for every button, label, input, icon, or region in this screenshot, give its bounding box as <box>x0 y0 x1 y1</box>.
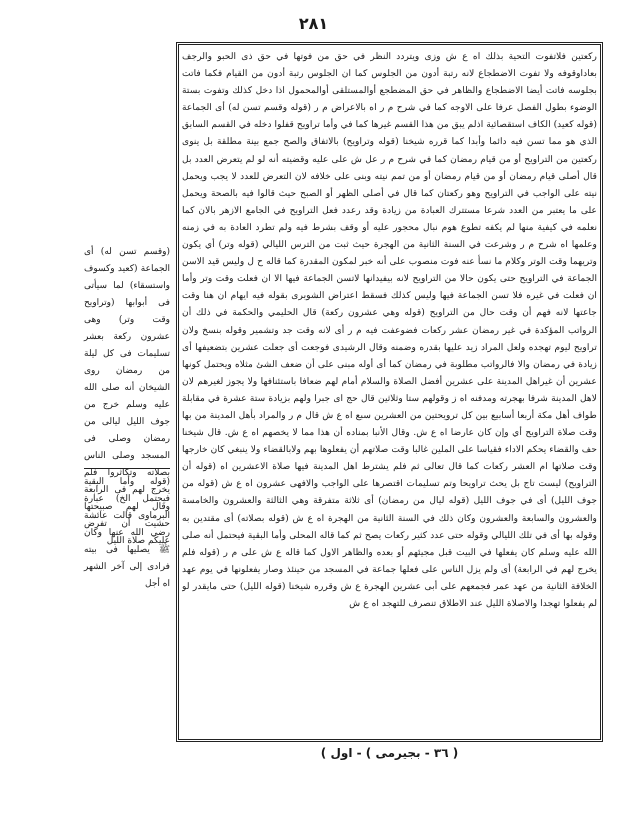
margin-divider <box>84 468 170 469</box>
main-text-block <box>182 48 597 736</box>
main-text: ركعتين فلاتفوت التحية بذلك اه ع ش وزى ويتردد النظر في حق من فوتها في حق ذى الحبو والرجف بعاداوقوفه ولا تفوت الاضطجاع لانه رتبة أدون من الجلوس كما ان الجلوس رتبة أدون من القيام فكما فاتت بجلوسه فاتت أيضا الاضطجاع والظاهر في حق المضطجع أوالمستلقى أوالمحمول اذا دخل كذلك وتفوت بستة الوضوء بطول الفصل عرفا على الاوجه كما في شرح م ر اه بالاعراض م ر (قوله وقسم تسن له) أى الجماعة (قوله كعيد) الكاف استقصائية اذلم يبق من هذا القسم غيرها كما في وأما تراويح قفلوا دخله في القسم السابق الذي هو مما تسن فيه دائما وأبدا كما قرره شيخنا (قوله وتراويح) بالاتفاق والصح جمع بينة مطلقة بل ينوى ركعتين من التراويح أو من قيام رمضان كما في شرح م ر عل ش على عليه وقضيته أنه لو لم يتعرض العدد بل قال أصلى قيام رمضان أو من قيام رمضان أو من تمم نيته وبنى على خلافه لان التعرض للعدد لا يجب ويحمل نيته على الواجب في التراويح وهو ركعتان كما قال في أصلى الظهر أو الصبح حيث قالوا فيه بالصحة ويحمل على ما يعتبر من العدد شرعا مستترك العبادة من زيادة وقد رعدد فعل التراويح في الجامع الازهر بالان كما نعلمه في كيفية منها لم يكفه تطوع هوم نبال محجور عليه أو وقف بشرط فيه ولم تطرد العادة به في زمنه وعلمها اه شرح م ر وشرعت في السنة الثانية من الهجرة حيث ثبت من الترس الليالي (قوله وتر) أي يكون وتريهما وقت الوتر وكلام ما نسأ عنه فوت منصوب على أنه خبر لمكون المقدرة كما قاله ح ل وليس قيد الاسن الجماعة في التراويح حتى يكون حالا من التراويح لانه بيفيدانها لاتسن الجماعة فيها الا ان فعلت وقت وتر وأما ان فعلت في غيره فلا تسن الجماعة فيها وليس كذلك فسقط اعتراض الشوبرى بقوله فيه ايهام ان هنا وقت جاعتها لانه فهم أن وقت حال من التراويح (قوله وهي عشرون ركعة) قال الحليمي والحكمة في ذلك أن الرواتب المؤكدة في غير رمضان عشر ركعات فضوعفت فيه م ر أى لانه وقت جد وتشمير وقوله بنسخ ولان تراويح ليوم تهجده ولعل المراد زيد عليها بقدره وضمنه وقال الرشيدى فوجعت أى جعلت عشرين بتضعيفها أى زيادة في رمضان والا فالرواتب مطلوبة في رمضان كما أى أوله مبنى على أن ضعف الشئ مثلاه ويحتمل كونها عشرين أن غيراهل المدينة على عشرين أفضل الصلاة والسلام أمام لهم ضعافا باستئنافها ولا يجوز لغيرهم لان لاهل المدينة شرفا بهجرته ومدفنه اه ز وقولهم ستا وثلاثين قال حج اى جبرا ولهم بزيادة ستة عشرة في مقابلة طواف أهل مكة أربعا أسابيع بين كل ترويحتين من العشرين سبع اه ع ش قال م ر والمراد بأهل المدينة من بها وقت صلاة التراويح أي وإن كان عارضا اه ع ش. وقال الأنبا بمناده أن هذا مما لا يخصهم اه ع ش. قال شيخنا حف والقضاء يحكم الاداء فقياسا على الملين غالبا وقت صلاتهم أن يفعلوها بهم ولابالقضاء ولا ينبغي كان خارجها وقت صلاتها ام العشر ركعات كما قال تعالى ثم فلم يشترط اهل المدينة فيها صلاة الاعشرين اه (قوله أن التراويح) ليست تاج بل يحث تراويحا وتم تسليمات اقتصرها على الواجب والافهى عشرون اه ع ش (قوله من جوف الليل) أى في جوف الليل (قوله ليال من رمضان) أى ثلاثة متفرقة وهي الثالثة والعشرون والخامسة والعشرون والسابعة والعشرون وكان ذلك في السنة الثانية من الهجرة اه ع ش (قوله بصلاته) أى مقتدين به وقوله بها أى في تلك الليالي وقوله حتى عدد كثير ركعات يصح ثم كما قاله المحلى وأما البقية فيحتمل أنه صلى الله عليه وسلم كان يفعلها في البيت قبل مجيئهم أو بعده والظاهر الاول كما قاله ع ش على م ر (قوله فلم يخرج لهم في الرابعة) أى ولم يزل الناس على فعلها جماعة في المسجد من حينئذ وصار يفعلونها في يوم عهد الخلافة الثانية من عهد عمر فجمعهم على أبى عشرين الهجرة ع ش وقرره شيخنا (قوله الليل) حتى مايقدر لو لم يفعلوا تهجدا والاصلاة الليل عند الاطلاق تنصرف للتهجد اه ع ش <box>182 51 597 609</box>
margin-text-primary: (وقسم تسن له) أى الجماعة (كعيد وكسوف واستسقاء) لما سيأتى فى أبوابها (وتراويح وقت وتر) وهى عشرون ركعة بعشر تسليمات فى كل ليلة من رمضان روى الشيخان أنه صلى الله عليه وسلم خرج من جوف الليل ليالى من رمضان وصلى فى المسجد وصلى الناس بصلاته وتكاثروا فلم يخرج لهم فى الرابعة وقال لهم صبيحتها حشيت أن تفرض عليكم صلاة الليل <box>84 247 170 546</box>
page-number: ٢٨١ <box>298 14 329 33</box>
signature-footer: ( ٣٦ - بجيرمى ) - اول ) <box>320 746 459 760</box>
margin-note-block <box>84 474 170 593</box>
margin-text-secondary: (قوله وأما البقية فيحتمل الخ) عبارة البرماوى قالت عائشة رضي الله عنها وكان ﷺ يصليها فى بيته فرادى إلى آخر الشهر اه أجل <box>84 477 170 589</box>
